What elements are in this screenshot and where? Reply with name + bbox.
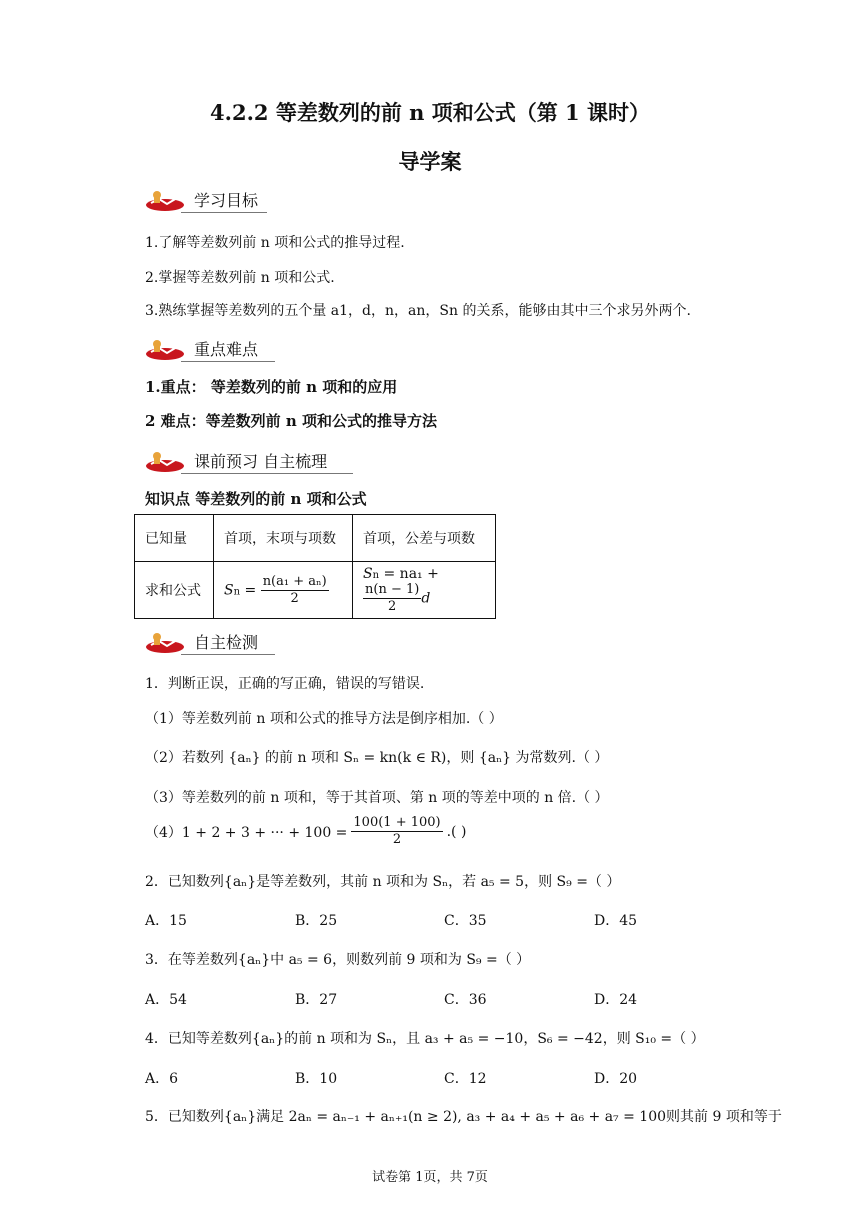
section-logo-icon (145, 631, 191, 655)
q1-item-2: （2）若数列 {aₙ} 的前 n 项和 Sₙ = kn(k ∈ R)，则 {aₙ} 为常数列.（ ） (145, 750, 609, 766)
q4-option-b[interactable]: B．10 (295, 1071, 338, 1087)
section-logo-icon (145, 450, 191, 474)
table-cell: 求和公式 (135, 562, 214, 619)
q3-option-d[interactable]: D．24 (594, 992, 638, 1008)
q2-option-d[interactable]: D．45 (594, 913, 638, 929)
q2-option-c[interactable]: C．35 (444, 913, 487, 929)
fraction: $\frac{\text{n(a₁ + aₙ)}}{2}$ (262, 573, 327, 606)
q1-stem: 1．判断正误，正确的写正确，错误的写错误. (145, 676, 425, 692)
q4-stem: 4．已知等差数列{aₙ}的前 n 项和为 Sₙ，且 a₃ + a₅ = −10，S₆ = −42，则 S₁₀ =（ ） (145, 1031, 705, 1047)
section-title: 学习目标 (194, 191, 259, 210)
q2-option-b[interactable]: B．25 (295, 913, 338, 929)
formula-table (134, 514, 496, 619)
table-cell: 已知量 (135, 515, 214, 562)
section-logo-icon (145, 189, 191, 213)
q3-stem: 3．在等差数列{aₙ}中 a₅ = 6，则数列前 9 项和为 S₉ =（ ） (145, 952, 531, 968)
page-footer: 试卷第 1页，共 7页 (372, 1170, 488, 1185)
key-point: 1.重点： 等差数列的前 n 项和的应用 (145, 378, 398, 396)
q3-option-a[interactable]: A．54 (145, 992, 187, 1008)
q4-option-c[interactable]: C．12 (444, 1071, 487, 1087)
page-title: 4.2.2 等差数列的前 n 项和公式（第 1 课时） (210, 100, 650, 125)
goal-2: 2.掌握等差数列前 n 项和公式. (145, 270, 335, 286)
q1-item-3: （3）等差数列的前 n 项和，等于其首项、第 n 项的等差中项的 n 倍.（ ） (145, 790, 609, 806)
page-subtitle: 导学案 (398, 149, 462, 174)
section-title: 重点难点 (194, 340, 259, 359)
section-title: 自主检测 (194, 633, 259, 652)
table-cell: 首项，末项与项数 (214, 515, 353, 562)
q2-stem: 2．已知数列{aₙ}是等差数列，其前 n 项和为 Sₙ，若 a₅ = 5，则 S₉ =（ ） (145, 874, 621, 890)
goal-3: 3.熟练掌握等差数列的五个量 a1，d，n，an，Sn 的关系，能够由其中三个求另外两个. (145, 303, 691, 319)
table-cell: 首项，公差与项数 (353, 515, 496, 562)
section-logo-icon (145, 338, 191, 362)
q3-option-c[interactable]: C．36 (444, 992, 487, 1008)
difficulty-point: 2 难点：等差数列前 n 项和公式的推导方法 (145, 412, 438, 430)
formula-sum-first-diff: Sn = na₁ + $\frac{n(n - 1)}{2}$ d (353, 562, 496, 619)
q4-option-a[interactable]: A．6 (145, 1071, 179, 1087)
q4-option-d[interactable]: D．20 (594, 1071, 638, 1087)
fraction: $\frac{100(1 + 100)}{2}$ (353, 815, 441, 847)
fraction: $\frac{n(n - 1)}{2}$ (365, 581, 420, 614)
section-header-preview (145, 446, 327, 474)
section-header-keys (145, 334, 258, 362)
q5-stem: 5．已知数列{aₙ}满足 2aₙ = aₙ₋₁ + aₙ₊₁(n ≥ 2), a₃ + a₄ + a₅ + a₆ + a₇ = 100则其前 9 项和等于 (145, 1109, 782, 1125)
knowledge-title: 知识点 等差数列的前 n 项和公式 (145, 490, 367, 508)
section-title: 课前预习 自主梳理 (194, 452, 328, 471)
section-header-selfcheck (145, 627, 258, 655)
q2-option-a[interactable]: A．15 (145, 913, 187, 929)
q3-option-b[interactable]: B．27 (295, 992, 338, 1008)
q1-item-4: （4）1 + 2 + 3 + ··· + 100 = $\frac{100(1 + 100)}{2}$ .( ) (145, 815, 467, 847)
formula-sum-first-last: Sn = $\frac{\text{n(a₁ + aₙ)}}{2}$ (214, 562, 353, 619)
goal-1: 1.了解等差数列前 n 项和公式的推导过程. (145, 235, 405, 251)
section-header-goals (145, 185, 258, 213)
q1-item-1: （1）等差数列前 n 项和公式的推导方法是倒序相加.（ ） (145, 711, 503, 727)
